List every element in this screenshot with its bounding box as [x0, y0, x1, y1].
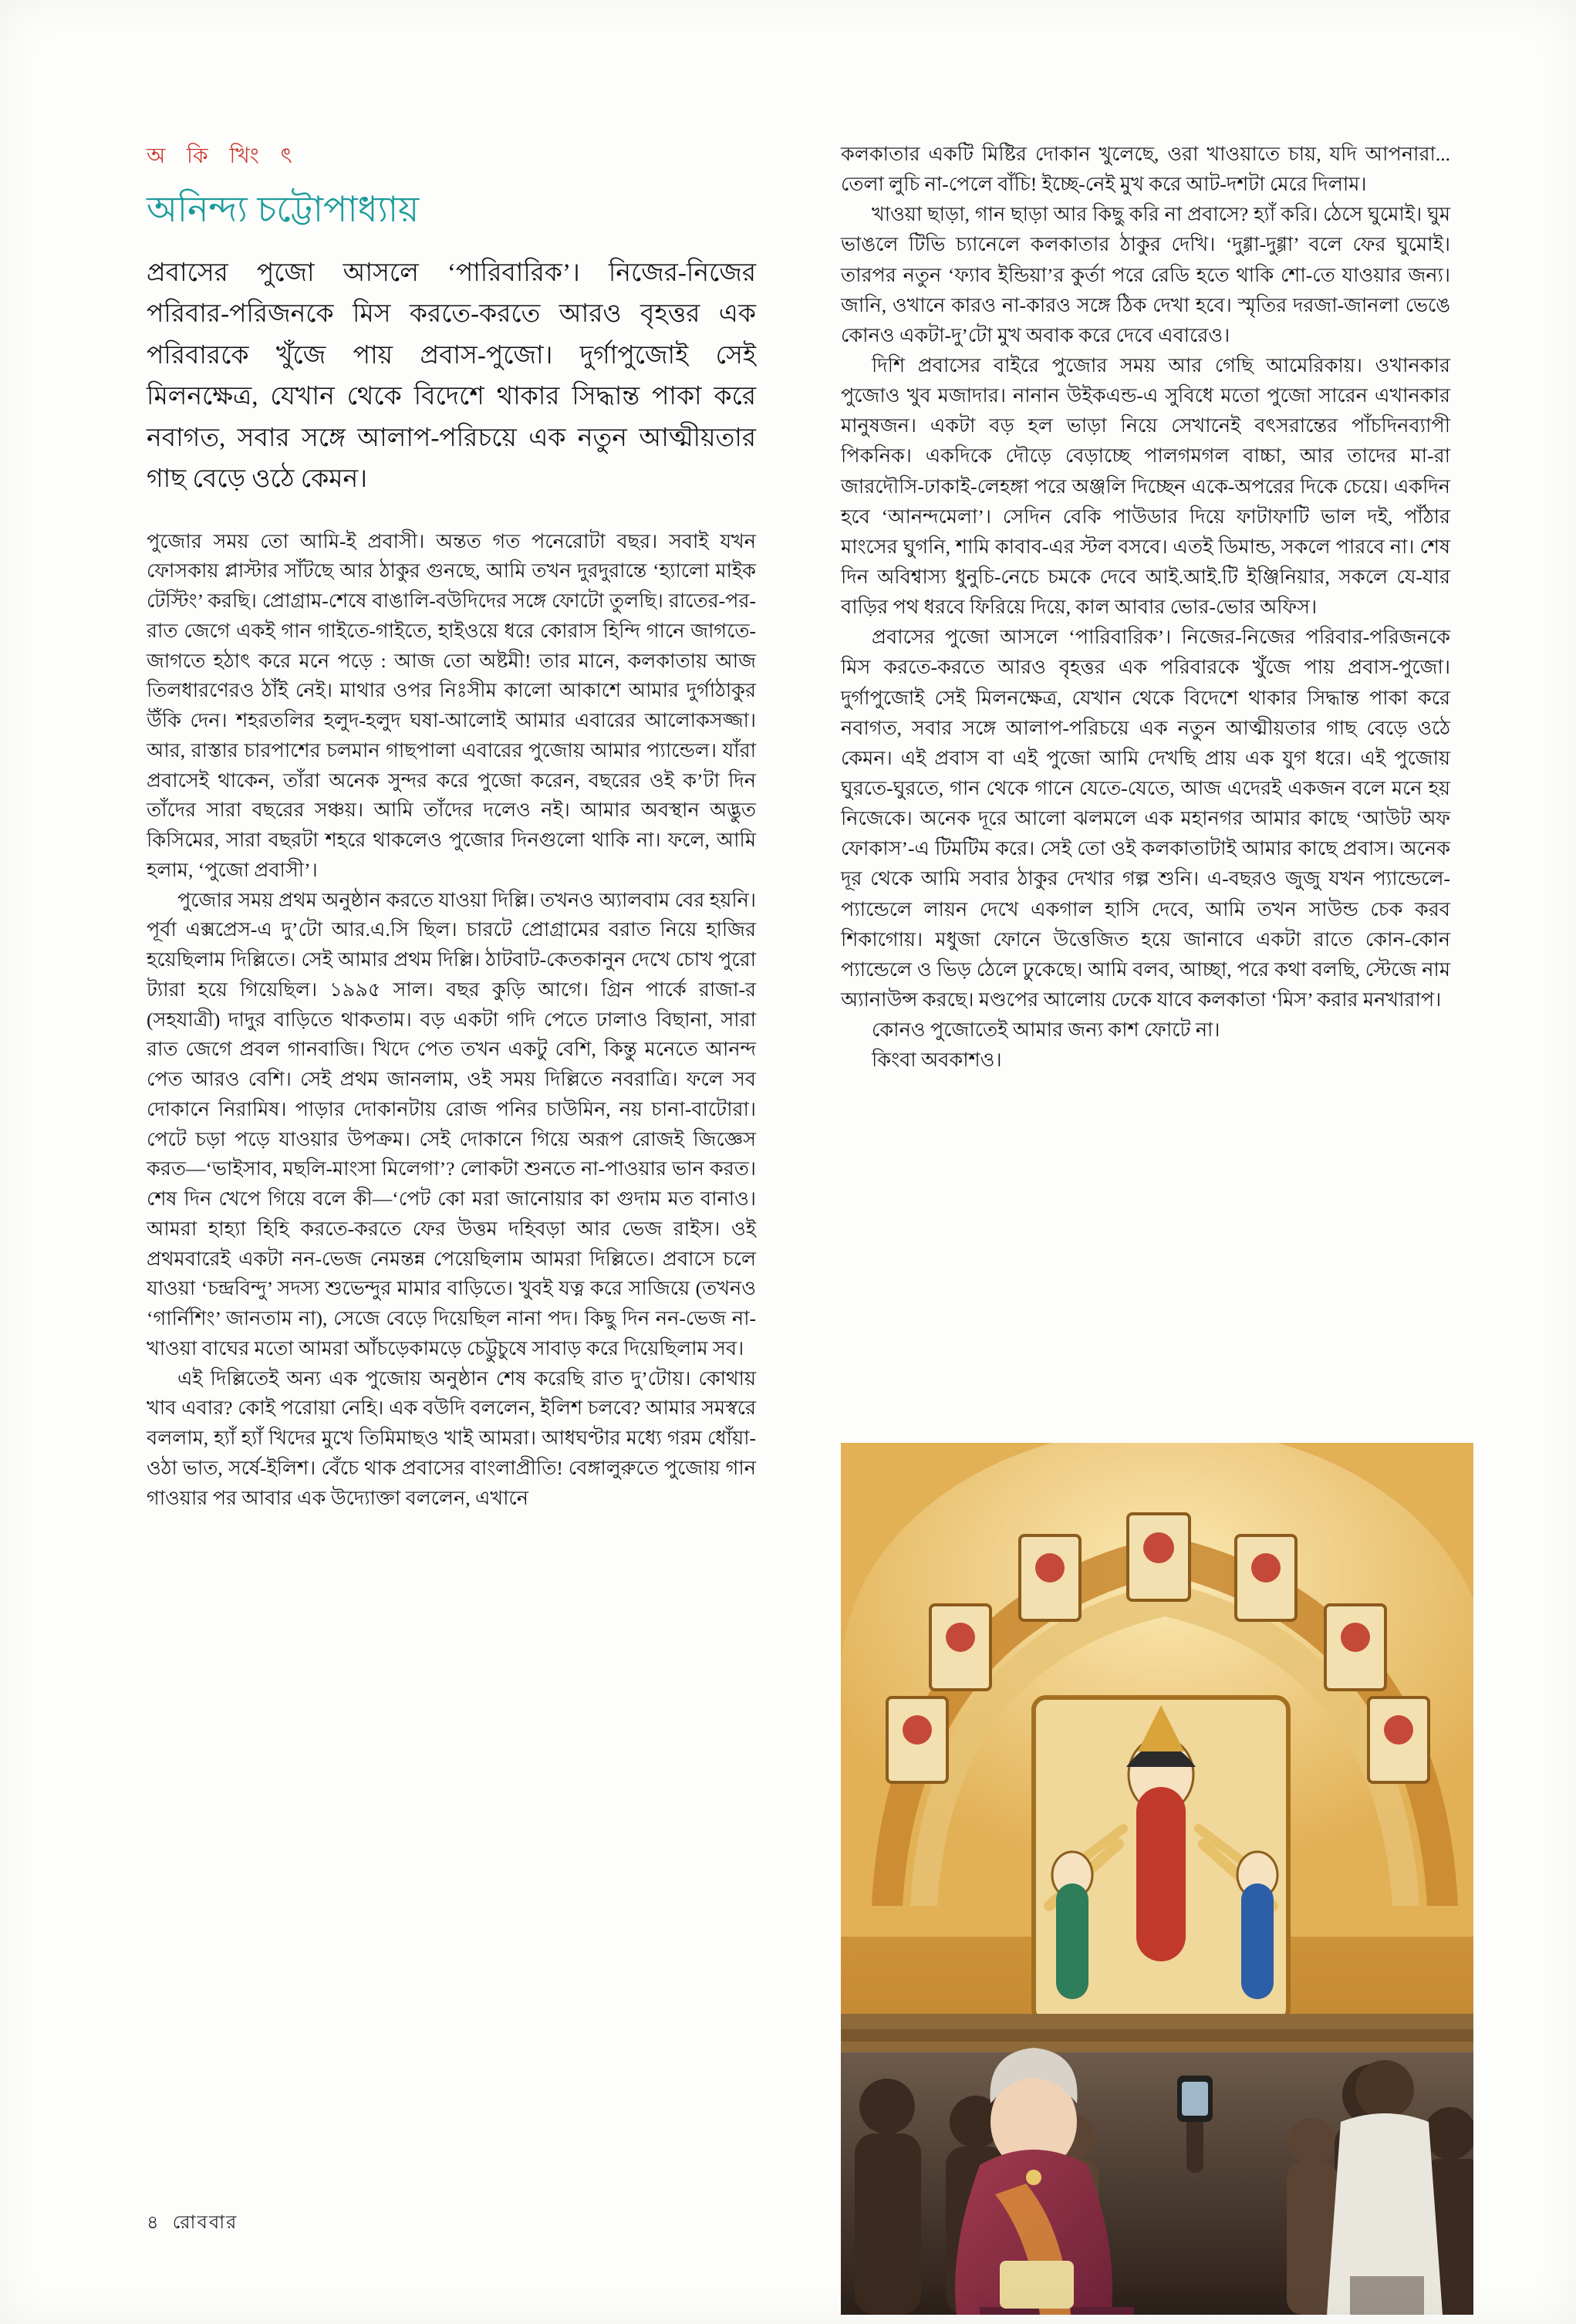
paragraph: খাওয়া ছাড়া, গান ছাড়া আর কিছু করি না প্রবাসে? হ্যাঁ করি। ঠেসে ঘুমোই। ঘুম ভাঙলে টিভি চ্যানেলে কলকাতার ঠাকুর দেখি। ‘দুগ্গা-দুগ্গা’ বলে ফের ঘুমোই। তারপর নতুন ‘ফ্যাব ইন্ডিয়া’র কুর্তা পরে রেডি হতে থাকি শো-তে যাওয়ার জন্য। জানি, ওখানে কারও না-কারও সঙ্গে ঠিক দেখা হবে। স্মৃতির দরজা-জানলা ভেঙে কোনও একটা-দু’টো মুখ অবাক করে দেবে এবারেও।: [841, 203, 1450, 346]
paragraph: কলকাতার একটি মিষ্টির দোকান খুলেছে, ওরা খাওয়াতে চায়, যদি আপনারা... তেলা লুচি না-পেলে বাঁচি! ইচ্ছে-নেই মুখ করে আট-দশটা মেরে দিলাম।: [841, 143, 1450, 196]
paragraph: দিশি প্রবাসের বাইরে পুজোর সময় আর গেছি আমেরিকায়। ওখানকার পুজোও খুব মজাদার। নানান উইকএন্ড-এ সুবিধে মতো পুজো সারেন এখানকার মানুষজন। একটা বড় হল ভাড়া নিয়ে সেখানেই বৎসরান্তের পাঁচদিনব্যাপী পিকনিক। একদিকে দৌড়ে বেড়াচ্ছে পালগমগল বাচ্চা, আর তাদের মা-রা জারদৌসি-ঢাকাই-লেহঙ্গা পরে অঞ্জলি দিচ্ছেন একে-অপরের দিকে চেয়ে। একদিন হবে ‘আনন্দমেলা’। সেদিন বেকি পাউডার দিয়ে ফাটাফাটি ভাল দই, পাঁঠার মাংসের ঘুগনি, শামি কাবাব-এর স্টল বসবে। এতই ডিমান্ড, সকলে পারবে না। শেষ দিন অবিশ্বাস্য ধুনুচি-নেচে চমকে দেবে আই.আই.টি ইঞ্জিনিয়ার, সকলে যে-যার বাড়ির পথ ধরবে ফিরিয়ে দিয়ে, কাল আবার ভোর-ভোর অফিস।: [841, 353, 1450, 619]
article-kicker: অ কি খিং ৎ: [147, 144, 300, 167]
photo-illustration: [841, 1443, 1473, 2315]
folio-number: ৪: [147, 2213, 160, 2233]
paragraph: এই দিল্লিতেই অন্য এক পুজোয় অনুষ্ঠান শেষ করেছি রাত দু’টোয়। কোথায় খাব এবার? কোই পরোয়া নেহি। এক বউদি বললেন, ইলিশ চলবে? আমার সমস্বরে বললাম, হ্যাঁ হ্যাঁ খিদের মুখে তিমিমাছও খাই আমরা। আধঘণ্টার মধ্যে গরম ধোঁয়া-ওঠা ভাত, সর্ষে-ইলিশ। বেঁচে থাক প্রবাসের বাংলাপ্রীতি! বেঙ্গালুরুতে পুজোয় গান গাওয়ার পর আবার এক উদ্যোক্তা বললেন, এখানে: [147, 1366, 756, 1509]
left-column-body: [147, 527, 756, 1514]
paragraph: পুজোর সময় তো আমি-ই প্রবাসী। অন্তত গত পনেরোটা বছর। সবাই যখন ফোসকায় প্লাস্টার সাঁটছে আর ঠাকুর গুনছে, আমি তখন দুরদুরান্তে ‘হ্যালো মাইক টেস্টিং’ করছি। প্রোগ্রাম-শেষে বাঙালি-বউদিদের সঙ্গে ফোটো তুলছি। রাতের-পর-রাত জেগে একই গান গাইতে-গাইতে, হাইওয়ে ধরে কোরাস হিন্দি গানে জাগতে-জাগতে হঠাৎ করে মনে পড়ে : আজ তো অষ্টমী! তার মানে, কলকাতায় আজ তিলধারণেরও ঠাঁই নেই। মাথার ওপর নিঃসীম কালো আকাশে আমার দুর্গাঠাকুর উঁকি দেন। শহরতলির হলুদ-হলুদ ঘষা-আলোই আমার এবারের আলোকসজ্জা। আর, রাস্তার চারপাশের চলমান গাছপালা এবারের পুজোয় আমার প্যান্ডেল। যাঁরা প্রবাসেই থাকেন, তাঁরা অনেক সুন্দর করে পুজো করেন, বছরের ওই ক’টা দিন তাঁদের সারা বছরের সঞ্চয়। আমি তাঁদের দলেও নই। আমার অবস্থান অদ্ভুত কিসিমের, সারা বছরটা শহরে থাকলেও পুজোর দিনগুলো থাকি না। ফলে, আমি হলাম, ‘পুজো প্রবাসী’।: [147, 529, 756, 881]
paragraph: প্রবাসের পুজো আসলে ‘পারিবারিক’। নিজের-নিজের পরিবার-পরিজনকে মিস করতে-করতে আরও বৃহত্তর এক পরিবারকে খুঁজে পায় প্রবাস-পুজো। দুর্গাপুজোই সেই মিলনক্ষেত্র, যেখান থেকে বিদেশে থাকার সিদ্ধান্ত পাকা করে নবাগত, সবার সঙ্গে আলাপ-পরিচয়ে এক নতুন আত্মীয়তার গাছ বেড়ে ওঠে কেমন। এই প্রবাস বা এই পুজো আমি দেখছি প্রায় এক যুগ ধরে। এই পুজোয় ঘুরতে-ঘুরতে, গান থেকে গানে যেতে-যেতে, আজ এদেরই একজন বলে মনে হয় নিজেকে। অনেক দূরে আলো ঝলমলে এক মহানগর আমার কাছে ‘আউট অফ ফোকাস’-এ টিমটিম করে। সেই তো ওই কলকাতাটাই আমার কাছে প্রবাস। অনেক দূর থেকে আমি সবার ঠাকুর দেখার গল্প শুনি। এ-বছরও জুজু যখন প্যান্ডেলে-প্যান্ডেলে লায়ন দেখে একগাল হাসি দেবে, আমি তখন সাউন্ড চেক করব শিকাগোয়। মধুজা ফোনে উত্তেজিত হয়ে জানাবে একটা রাতে কোন-কোন প্যান্ডেলে ও ভিড় ঠেলে ঢুকেছে। আমি বলব, আচ্ছা, পরে কথা বলছি, স্টেজে নাম অ্যানাউন্স করছে। মণ্ডপের আলোয় ঢেকে যাবে কলকাতা ‘মিস’ করার মনখারাপ।: [841, 626, 1450, 1011]
paragraph: কিংবা অবকাশও।: [872, 1049, 1002, 1072]
article-photo: [841, 1443, 1473, 2315]
paragraph: পুজোর সময় প্রথম অনুষ্ঠান করতে যাওয়া দিল্লি। তখনও অ্যালবাম বের হয়নি। পূর্বা এক্সপ্রেস-এ দু’টো আর.এ.সি ছিল। চারটে প্রোগ্রামের বরাত নিয়ে হাজির হয়েছিলাম দিল্লিতে। সেই আমার প্রথম দিল্লি। ঠাটবাট-কেতকানুন দেখে চোখ পুরো ট্যারা হয়ে গিয়েছিল। ১৯৯৫ সাল। বছর কুড়ি আগে। গ্রিন পার্কে রাজা-র (সহযাত্রী) দাদুর বাড়িতে থাকতাম। বড় একটা গদি পেতে ঢালাও বিছানা, সারা রাত জেগে প্রবল গানবাজি। খিদে পেত তখন একটু বেশি, কিন্তু মনেতে আনন্দ পেত আরও বেশি। সেই প্রথম জানলাম, ওই সময় দিল্লিতে নবরাত্রি। ফলে সব দোকানে নিরামিষ। পাড়ার দোকানটায় রোজ পনির চাউমিন, নয় চানা-বাটোরা। পেটে চড়া পড়ে যাওয়ার উপক্রম। সেই দোকানে গিয়ে অরূপ রোজই জিজ্ঞেস করত—‘ভাইসাব, মছলি-মাংসা মিলেগা’? লোকটা শুনতে না-পাওয়ার ভান করত। শেষ দিন খেপে গিয়ে বলে কী—‘পেট কো মরা জানোয়ার কা গুদাম মত বানাও। আমরা হাহ্যা হিহি করতে-করতে ফের উত্তম দহিবড়া আর ভেজ রাইস। ওই প্রথমবারেই একটা নন-ভেজ নেমন্তন্ন পেয়েছিলাম আমরা দিল্লিতে। প্রবাসে চলে যাওয়া ‘চন্দ্রবিন্দু’ সদস্য শুভেন্দুর মামার বাড়িতে। খুবই যত্ন করে সাজিয়ে (তখনও ‘গার্নিশিং’ জানতাম না), সেজে বেড়ে দিয়েছিল নানা পদ। কিছু দিন নন-ভেজ না-খাওয়া বাঘের মতো আমরা আঁচড়েকামড়ে চেট্টুচুষে সাবাড় করে দিয়েছিলাম সব।: [147, 888, 756, 1360]
page-folio: [147, 2208, 238, 2239]
folio-title: রোববার: [172, 2213, 238, 2233]
article-standfirst: প্রবাসের পুজো আসলে ‘পারিবারিক’। নিজের-নিজের পরিবার-পরিজনকে মিস করতে-করতে আরও বৃহত্তর এক পরিবারকে খুঁজে পায় প্রবাস-পুজো। দুর্গাপুজোই সেই মিলনক্ষেত্র, যেখান থেকে বিদেশে থাকার সিদ্ধান্ত পাকা করে নবাগত, সবার সঙ্গে আলাপ-পরিচয়ে এক নতুন আত্মীয়তার গাছ বেড়ে ওঠে কেমন।: [147, 258, 756, 494]
left-column: [147, 139, 756, 1513]
paragraph: কোনও পুজোতেই আমার জন্য কাশ ফোটে না।: [872, 1018, 1220, 1042]
right-column-body: [841, 139, 1450, 1075]
author-byline: অনিন্দ্য চট্টোপাধ্যায়: [147, 189, 420, 229]
right-column: [841, 139, 1450, 1075]
page-content-area: [116, 116, 1460, 2231]
